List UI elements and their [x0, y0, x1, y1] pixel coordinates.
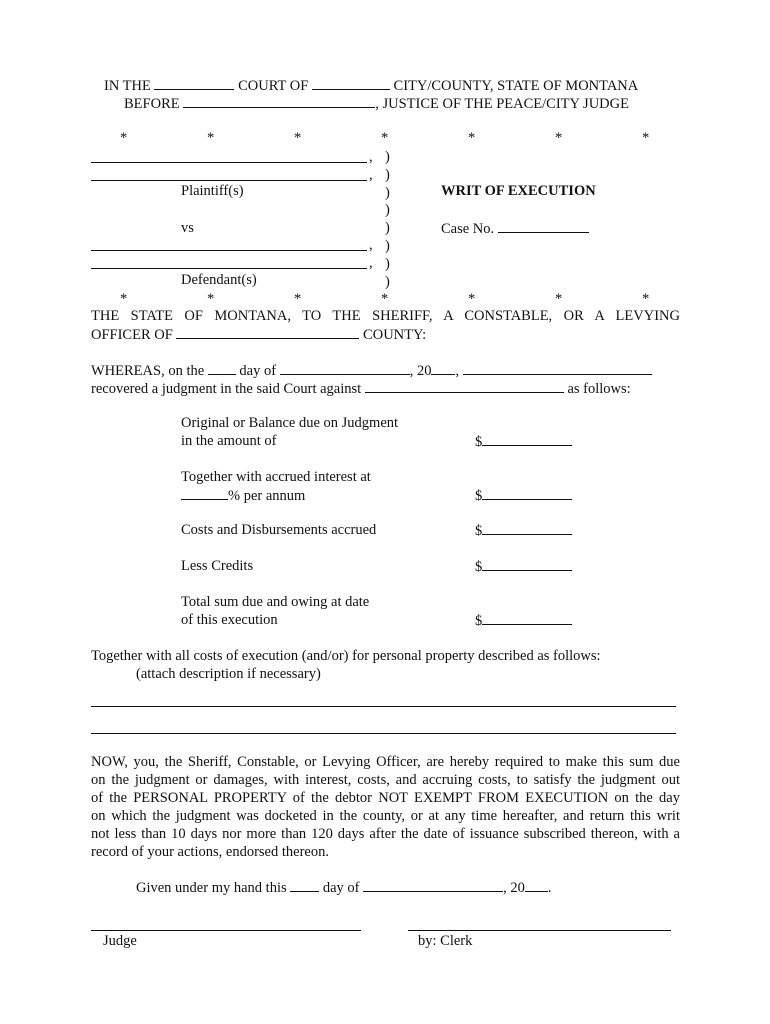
interest-amount-blank[interactable]: [482, 486, 572, 500]
court-location-blank[interactable]: [312, 76, 390, 90]
whereas-line: WHEREAS, on the day of , 20 ,: [91, 361, 652, 380]
case-number: Case No.: [441, 219, 589, 238]
amount-label: Total sum due and owing at date: [181, 594, 370, 610]
amount-field: $: [475, 486, 572, 505]
defendant-label: Defendant(s): [181, 272, 257, 288]
clerk-signature-line[interactable]: [408, 930, 671, 931]
header-line-1: IN THE COURT OF CITY/COUNTY, STATE OF MONTANA: [104, 78, 639, 94]
given-day-blank[interactable]: [290, 878, 319, 892]
debtor-name-blank[interactable]: [365, 379, 564, 393]
officer-of-line: OFFICER OF COUNTY:: [91, 327, 427, 343]
clerk-label: by: Clerk: [418, 933, 473, 949]
header-line-2: BEFORE , JUSTICE OF THE PEACE/CITY JUDGE: [124, 96, 629, 112]
amount-label: Original or Balance due on Judgment: [181, 415, 399, 431]
costs-description: Together with all costs of execution (and/or) for personal property described as follows:: [91, 648, 601, 664]
amount-field: $: [475, 557, 572, 576]
plaintiff-line-2[interactable]: [91, 180, 367, 181]
whereas-year-blank[interactable]: [431, 361, 455, 375]
whereas-day-blank[interactable]: [208, 361, 236, 375]
credits-amount-blank[interactable]: [482, 557, 572, 571]
creditor-name-blank[interactable]: [463, 361, 652, 375]
judge-signature-line[interactable]: [91, 930, 361, 931]
costs-amount-blank[interactable]: [482, 521, 572, 535]
amount-label: in the amount of: [181, 433, 277, 449]
case-number-blank[interactable]: [498, 219, 589, 233]
amount-label: Together with accrued interest at: [181, 469, 371, 485]
amount-field: $: [475, 432, 572, 451]
amount-label: of this execution: [181, 612, 278, 628]
amount-field: $: [475, 521, 572, 540]
county-blank[interactable]: [176, 325, 359, 339]
interest-rate-blank[interactable]: [181, 486, 228, 500]
costs-note: (attach description if necessary): [136, 666, 321, 682]
amount-label: % per annum: [181, 486, 305, 505]
amount-label: Costs and Disbursements accrued: [181, 522, 377, 538]
court-name-blank[interactable]: [154, 76, 234, 90]
judgment-amount-blank[interactable]: [482, 432, 572, 446]
given-month-blank[interactable]: [363, 878, 503, 892]
amount-field: $: [475, 611, 572, 630]
amount-label: Less Credits: [181, 558, 254, 574]
judge-label: Judge: [103, 933, 137, 949]
given-year-blank[interactable]: [525, 878, 548, 892]
recovered-line: recovered a judgment in the said Court against as follows:: [91, 381, 631, 397]
document-title: WRIT OF EXECUTION: [441, 183, 596, 199]
defendant-line-2[interactable]: [91, 268, 367, 269]
given-under-line: Given under my hand this day of , 20 .: [136, 880, 552, 896]
plaintiff-line-1[interactable]: [91, 162, 367, 163]
defendant-line-1[interactable]: [91, 250, 367, 251]
plaintiff-label: Plaintiff(s): [181, 183, 244, 199]
judge-name-blank[interactable]: [183, 94, 375, 108]
vs-label: vs: [181, 220, 194, 236]
description-line-2[interactable]: [91, 733, 676, 734]
state-address-line: THE STATE OF MONTANA, TO THE SHERIFF, A CONSTABLE, OR A LEVYING: [91, 308, 680, 324]
description-line-1[interactable]: [91, 706, 676, 707]
whereas-month-blank[interactable]: [280, 361, 410, 375]
total-amount-blank[interactable]: [482, 611, 572, 625]
